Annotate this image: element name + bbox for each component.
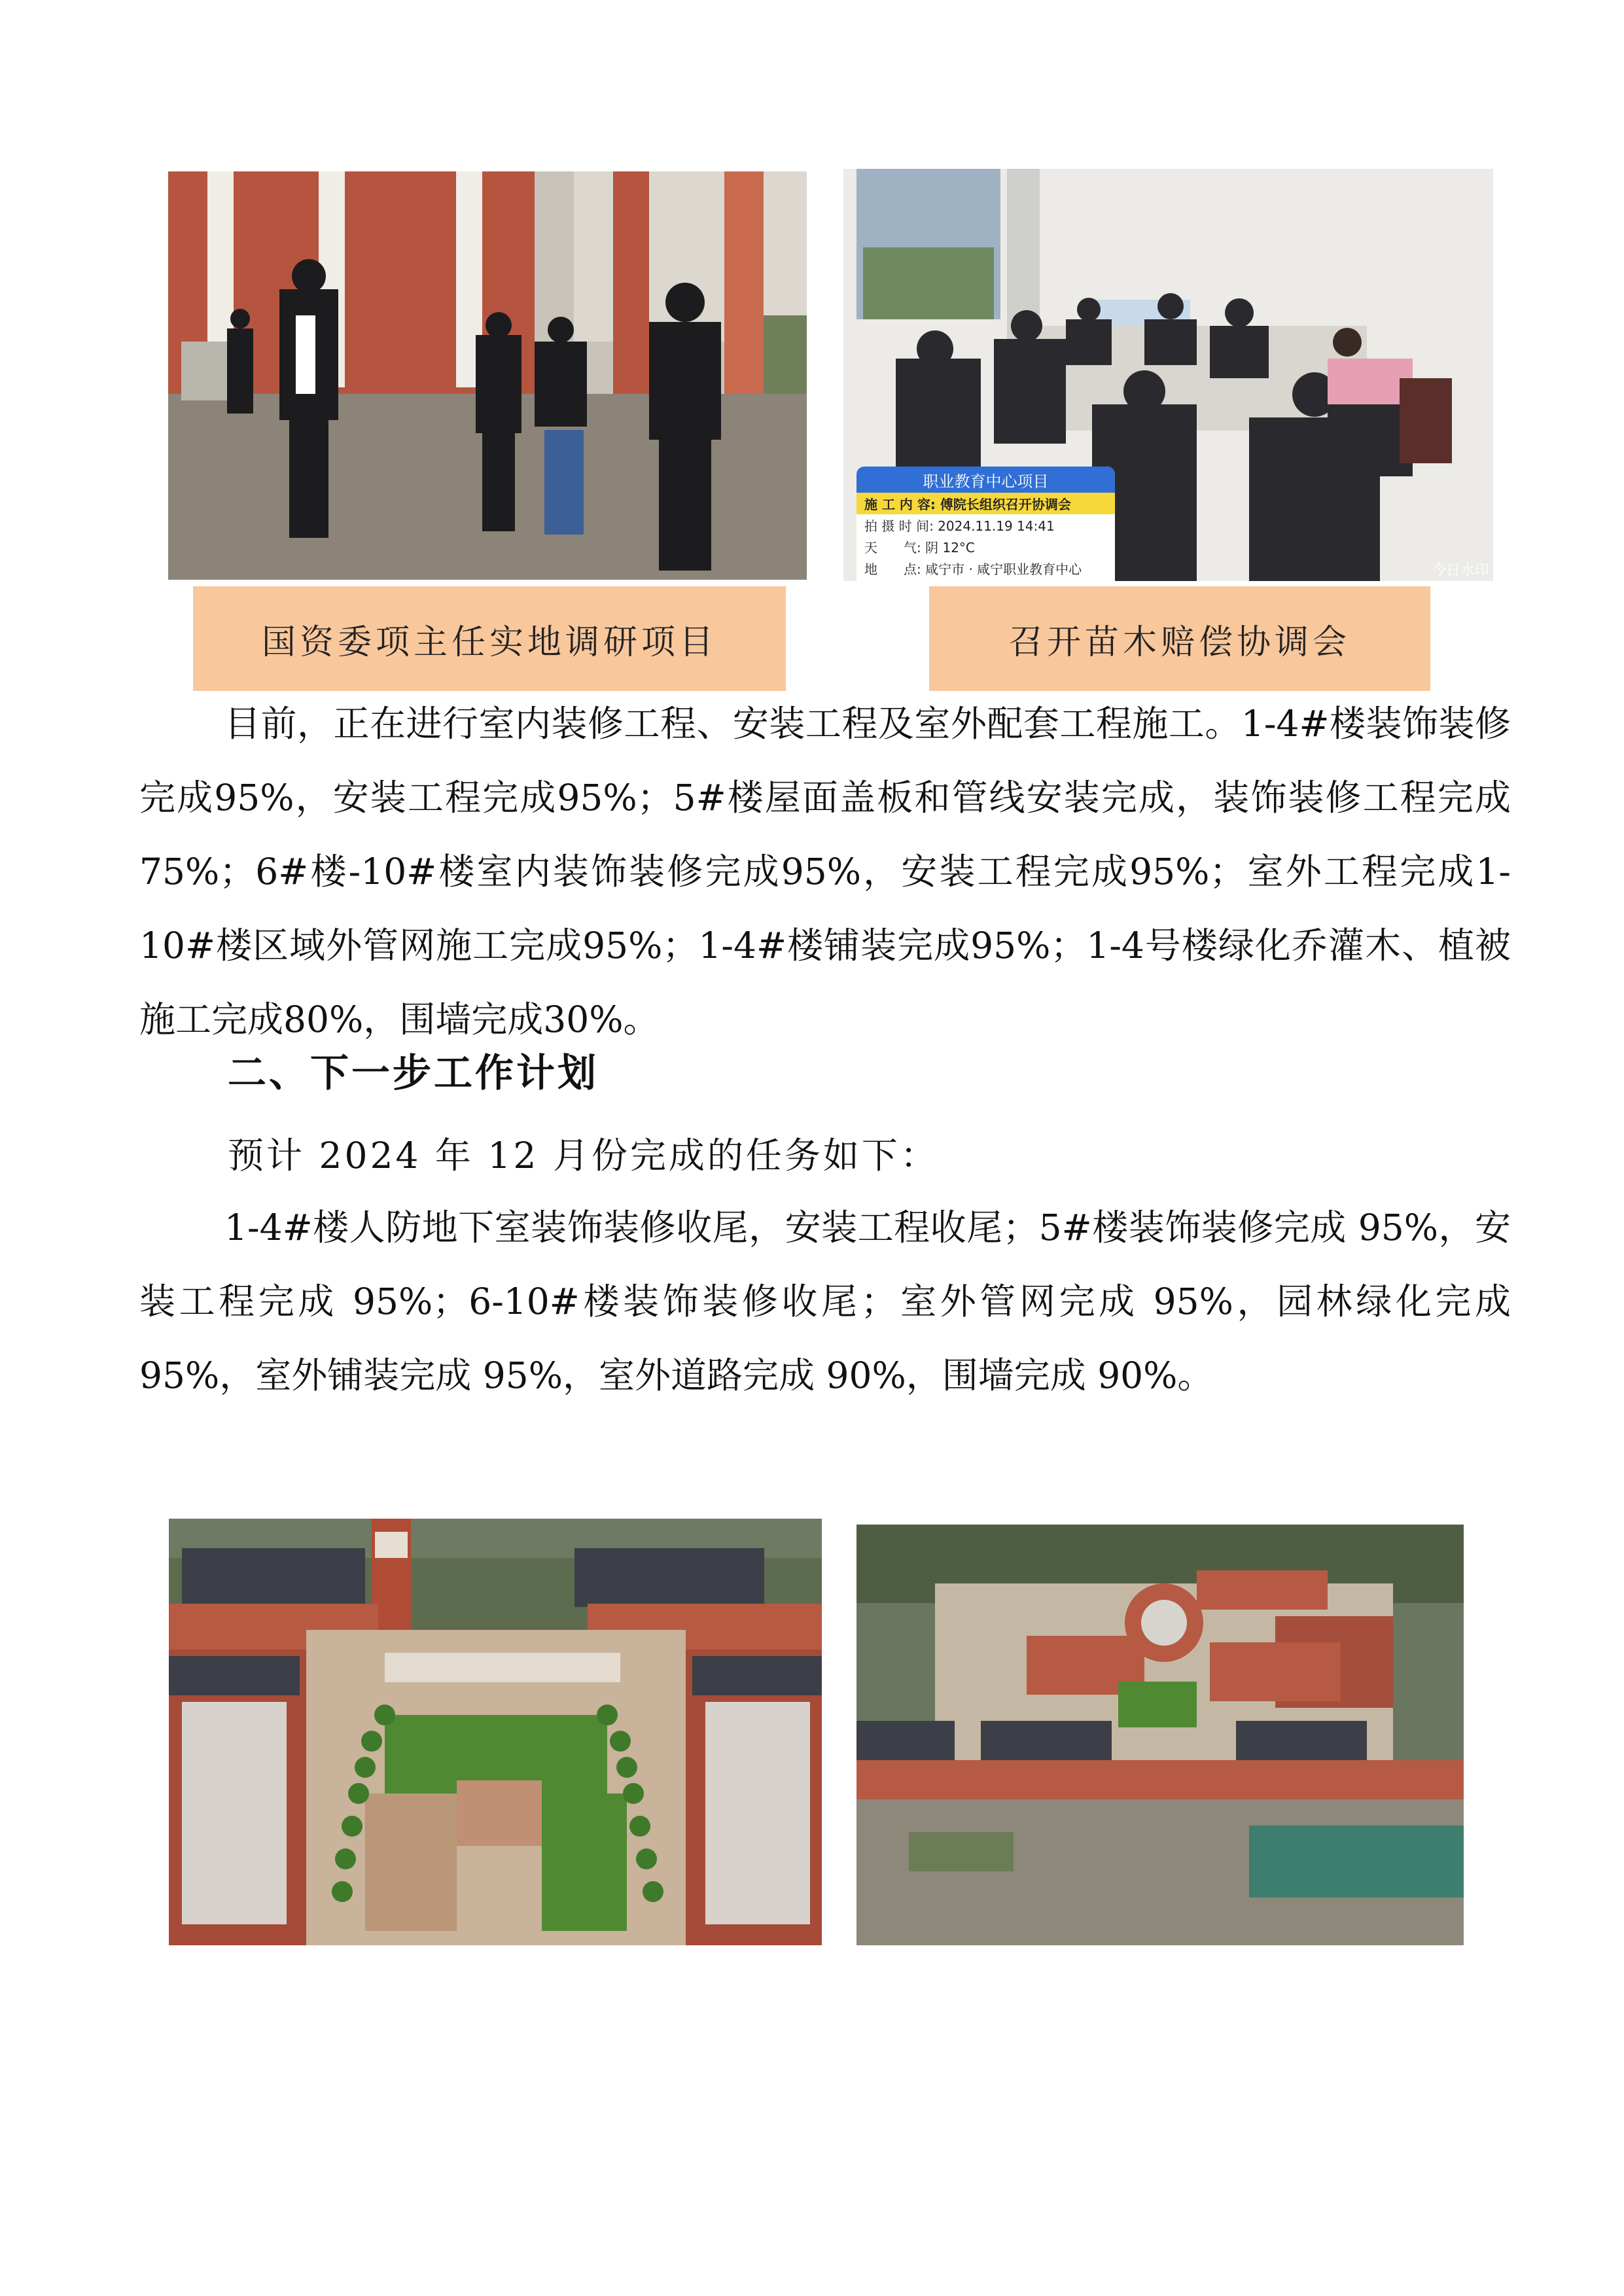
- overlay-weather-label: 天 气:: [864, 540, 921, 556]
- plan-intro: 预计 2024 年 12 月份完成的任务如下：: [228, 1135, 939, 1176]
- overlay-time-value: 2024.11.19 14:41: [938, 518, 1055, 534]
- photo-meeting: [843, 169, 1493, 581]
- photo-site-visit: [168, 171, 807, 580]
- photo-timestamp-overlay: [856, 467, 1115, 581]
- overlay-time-row: [856, 514, 1115, 536]
- overlay-weather-value: 阴 12°C: [925, 540, 975, 556]
- progress-paragraph: 目前，正在进行室内装修工程、安装工程及室外配套工程施工。1-4#楼装饰装修完成95%，安装工程完成95%；5#楼屋面盖板和管线安装完成，装饰装修工程完成75%；6#楼-10#楼室内装饰装修完成95%，安装工程完成95%；室外工程完成1-10#楼区域外管网施工完成95%；1-4#楼铺装完成95%；1-4号楼绿化乔灌木、植被施工完成80%，围墙完成30%。: [139, 703, 1511, 1040]
- section-heading-next-plan: 二、下一步工作计划: [228, 1050, 599, 1095]
- watermark-text: 今日水印: [1431, 563, 1489, 579]
- photo-aerial-campus: [856, 1525, 1464, 1945]
- overlay-content-row: [856, 493, 1115, 514]
- caption-right: 召开苗木赔偿协调会: [929, 586, 1430, 691]
- overlay-content-value: 傅院长组织召开协调会: [940, 497, 1071, 512]
- overlay-weather-row: [856, 536, 1115, 557]
- overlay-place-value: 咸宁市 · 咸宁职业教育中心: [925, 561, 1082, 577]
- overlay-title: 职业教育中心项目: [856, 467, 1115, 493]
- plan-detail-paragraph: 1-4#楼人防地下室装饰装修收尾，安装工程收尾；5#楼装饰装修完成 95%，安装工程完成 95%；6-10#楼装饰装修收尾；室外管网完成 95%，园林绿化完成 95%，室外铺装完成 95%，室外道路完成 90%，围墙完成 90%。: [139, 1207, 1511, 1396]
- caption-left: 国资委项主任实地调研项目: [193, 586, 786, 691]
- overlay-content-label: 施 工 内 容:: [864, 497, 936, 512]
- photo-aerial-courtyard: [169, 1519, 822, 1945]
- overlay-time-label: 拍 摄 时 间:: [864, 518, 934, 534]
- overlay-place-row: [856, 557, 1115, 579]
- overlay-place-label: 地 点:: [864, 561, 921, 577]
